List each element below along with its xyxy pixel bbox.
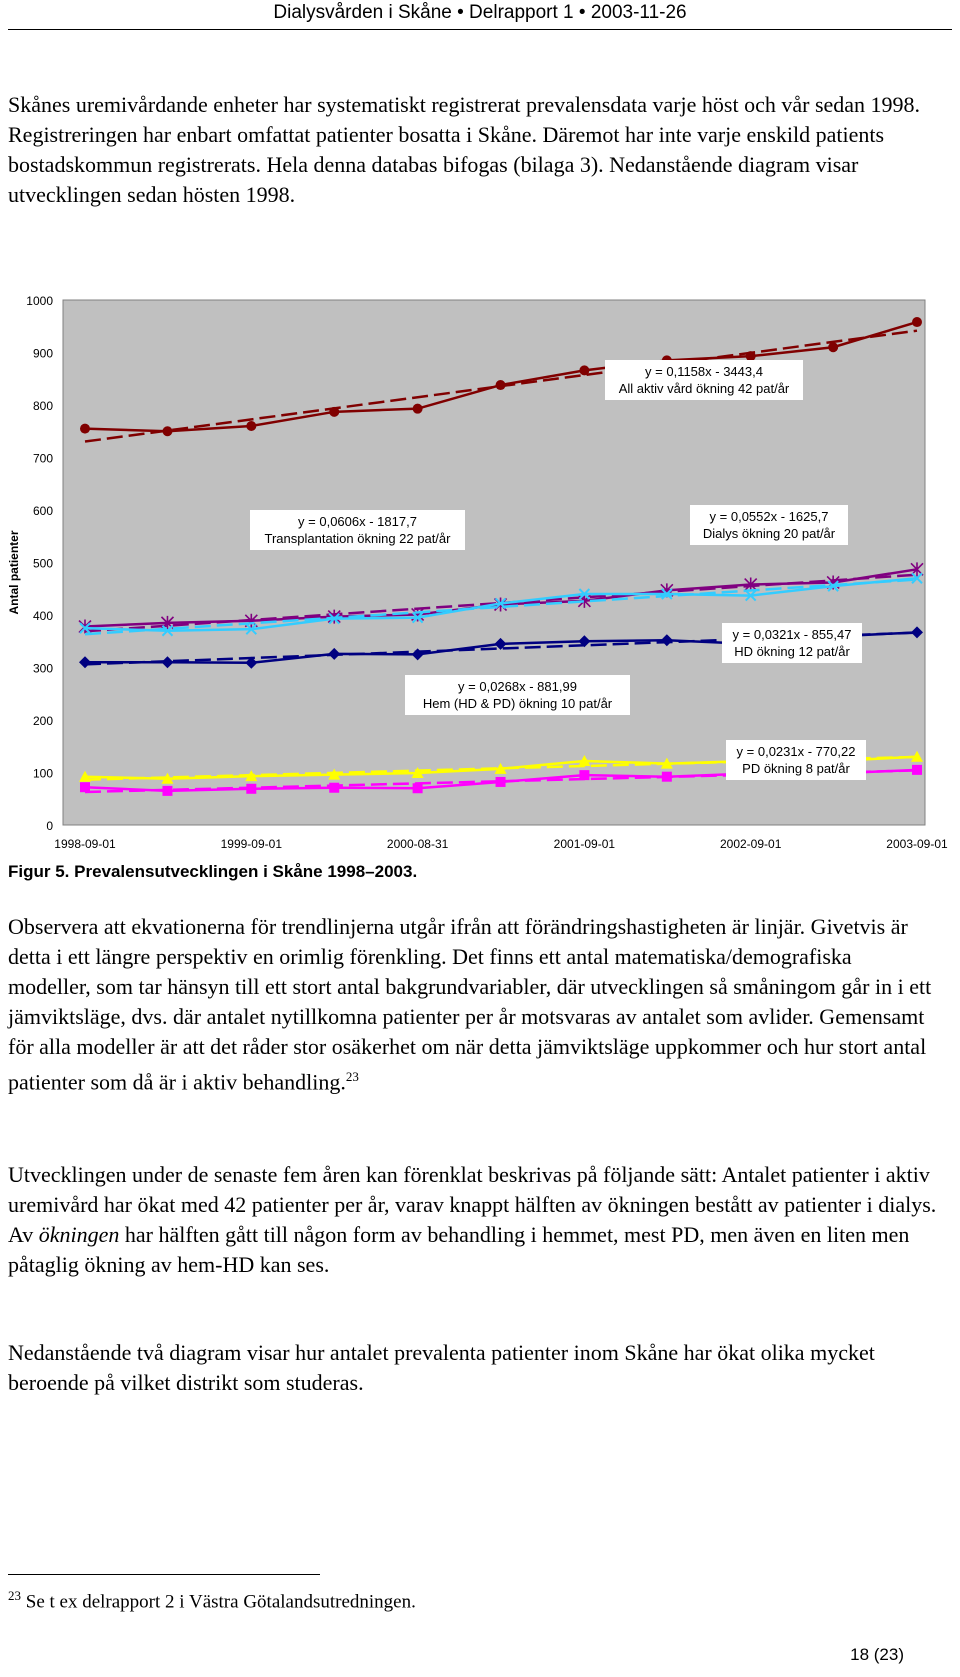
data-point bbox=[579, 365, 589, 375]
y-tick-label: 200 bbox=[32, 714, 53, 728]
paragraph-observation-text: Observera att ekvationerna för trendlinjerna utgår ifrån att förändringshastigheten är linjär. Givetvis är detta i ett längre perspektiv en orimlig förenkling. Det finns ett antal matematiska/demografiska modeller, som tar hänsyn till ett stort antal bakgrundvariabler, där utvecklingen så småningom går in i ett jämviktsläge, dvs. där antalet nytillkomna patienter per år motsvaras av antalet som avlider. Gemensamt för alla modeller är att det råder stor osäkerhet om när detta jämviktsläge uppkommer och hur stort antal patienter som då är i aktiv behandling. bbox=[8, 914, 932, 1095]
paragraph-observation bbox=[8, 912, 938, 1097]
y-tick-label: 400 bbox=[32, 609, 53, 623]
data-point bbox=[912, 317, 922, 327]
annotation-description: All aktiv vård ökning 42 pat/år bbox=[618, 381, 790, 396]
y-tick-label: 500 bbox=[32, 556, 53, 571]
annotation-equation: y = 0,0231x - 770,22 bbox=[736, 744, 856, 759]
data-point bbox=[329, 783, 339, 793]
x-tick-label: 1998-09-01 bbox=[54, 837, 116, 851]
header-rule bbox=[8, 29, 952, 30]
y-tick-label: 100 bbox=[32, 766, 53, 781]
annotation-equation: y = 0,1158x - 3443,4 bbox=[645, 364, 763, 379]
y-axis-label: Antal patienter bbox=[7, 530, 21, 615]
annotation-description: PD ökning 8 pat/år bbox=[742, 761, 850, 776]
y-tick-label: 700 bbox=[32, 451, 53, 466]
footnote-text: Se t ex delrapport 2 i Västra Götalandsutredningen. bbox=[25, 1591, 416, 1613]
paragraph-districts: Nedanstående två diagram visar hur antalet prevalenta patienter inom Skåne har ökat olika mycket beroende på vilket distrikt som studeras. bbox=[8, 1340, 875, 1395]
annotation-equation: y = 0,0552x - 1625,7 bbox=[709, 509, 829, 524]
data-point bbox=[80, 782, 90, 792]
data-point bbox=[246, 421, 256, 431]
prevalence-chart bbox=[0, 285, 960, 865]
annotation-equation: y = 0,0321x - 855,47 bbox=[732, 627, 852, 642]
y-tick-label: 1000 bbox=[26, 294, 53, 308]
data-point bbox=[828, 342, 838, 352]
footnote-reference: 23 bbox=[345, 1069, 359, 1084]
running-header: Dialysvården i Skåne • Delrapport 1 • 2003-11-26 bbox=[273, 2, 687, 23]
page-number: 18 (23) bbox=[850, 1645, 904, 1664]
paragraph-intro: Skånes uremivårdande enheter har systematiskt registrerat prevalensdata varje höst och vår sedan 1998. Registreringen har enbart omfattat patienter bosatta i Skåne. Däremot har inte varje enskild patients bostadskommun registrerats. Hela denna databas bifogas (bilaga 3). Nedanstående diagram visar utvecklingen sedan hösten 1998. bbox=[8, 92, 921, 207]
data-point bbox=[496, 380, 506, 390]
annotation-equation: y = 0,0268x - 881,99 bbox=[458, 679, 577, 694]
data-point bbox=[413, 783, 423, 793]
data-point bbox=[329, 407, 339, 417]
data-point bbox=[80, 424, 90, 434]
data-point bbox=[746, 351, 756, 361]
data-point bbox=[162, 426, 172, 436]
x-tick-label: 2002-09-01 bbox=[719, 837, 782, 851]
x-tick-label: 2000-08-31 bbox=[386, 837, 449, 851]
y-tick-label: 300 bbox=[32, 661, 53, 676]
y-tick-label: 800 bbox=[32, 399, 53, 413]
paragraph-development-emphasis: ökningen bbox=[38, 1222, 120, 1247]
data-point bbox=[662, 772, 672, 782]
x-tick-label: 2001-09-01 bbox=[553, 837, 616, 851]
annotation-description: HD ökning 12 pat/år bbox=[734, 644, 850, 659]
annotation-equation: y = 0,0606x - 1817,7 bbox=[298, 514, 417, 529]
paragraph-development-text-b: har hälften gått till någon form av behandling i hemmet, mest PD, men även en liten men påtaglig ökning av hem-HD kan ses. bbox=[8, 1222, 910, 1277]
footnote bbox=[8, 1588, 416, 1613]
annotation-description: Transplantation ökning 22 pat/år bbox=[264, 531, 451, 546]
annotation-description: Dialys ökning 20 pat/år bbox=[702, 526, 836, 541]
data-point bbox=[912, 765, 922, 775]
data-point bbox=[496, 777, 506, 787]
y-tick-label: 0 bbox=[46, 819, 53, 833]
figure-caption: Figur 5. Prevalensutvecklingen i Skåne 1998–2003. bbox=[8, 862, 418, 881]
annotation-description: Hem (HD & PD) ökning 10 pat/år bbox=[422, 696, 613, 711]
data-point bbox=[579, 770, 589, 780]
footnote-number: 23 bbox=[8, 1588, 21, 1603]
x-tick-label: 2003-09-01 bbox=[886, 837, 948, 851]
data-point bbox=[413, 404, 423, 414]
x-tick-label: 1999-09-01 bbox=[220, 837, 283, 851]
paragraph-development bbox=[8, 1160, 938, 1280]
y-tick-label: 600 bbox=[32, 504, 53, 518]
prevalence-chart-svg bbox=[0, 285, 960, 865]
paragraph-development-text-a: Utvecklingen under de senaste fem åren kan förenklat beskrivas på följande sätt: Antalet patienter i aktiv uremivård har ökat med 42 patienter per år, varav knappt hälften av ökningen bestått av patienter i dialys. Av bbox=[8, 1162, 937, 1247]
footnote-rule bbox=[8, 1574, 320, 1575]
data-point bbox=[162, 786, 172, 796]
data-point bbox=[246, 784, 256, 794]
y-tick-label: 900 bbox=[32, 346, 53, 361]
